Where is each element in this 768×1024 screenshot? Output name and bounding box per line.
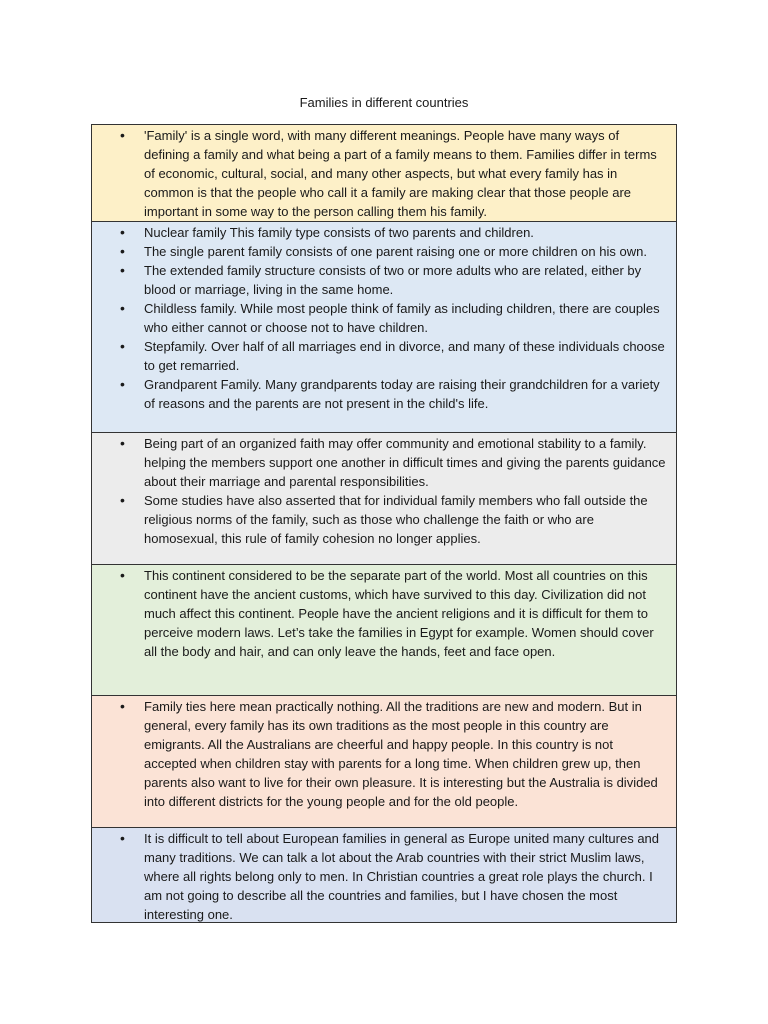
bullet-list bbox=[120, 697, 668, 811]
bullet-list bbox=[120, 126, 668, 221]
table-row-europe bbox=[92, 828, 676, 922]
bullet-list bbox=[120, 566, 668, 661]
list-item: • Family ties here mean practically nothing. All the traditions are new and modern. But in general, every family has its own traditions as the most people in this country are emigrants. All the Australians are cheerful and happy people. In this country is not accepted when children stay with parents for a long time. When children grew up, then parents also want to live for their own pleasure. It is interesting but the Australia is divided into different districts for the young people and for the old people. bbox=[120, 697, 668, 811]
families-table bbox=[91, 124, 677, 923]
document-title: Families in different countries bbox=[299, 95, 469, 110]
list-item: • The extended family structure consists of two or more adults who are related, either by blood or marriage, living in the same home. bbox=[120, 261, 668, 299]
bullet-list bbox=[120, 223, 668, 413]
bullet-list bbox=[120, 829, 668, 922]
list-item: • It is difficult to tell about European families in general as Europe united many cultures and many traditions. We can talk a lot about the Arab countries with their strict Muslim laws, where all rights belong only to men. In Christian countries a great role plays the church. I am not going to describe all the countries and families, but I have chosen the most interesting one. bbox=[120, 829, 668, 922]
list-item: • The single parent family consists of one parent raising one or more children on his own. bbox=[120, 242, 668, 261]
list-item: • Grandparent Family. Many grandparents today are raising their grandchildren for a variety of reasons and the parents are not present in the child's life. bbox=[120, 375, 668, 413]
list-item: • Nuclear family This family type consists of two parents and children. bbox=[120, 223, 668, 242]
table-row-definition bbox=[92, 125, 676, 222]
table-row-africa bbox=[92, 565, 676, 696]
table-row-faith bbox=[92, 433, 676, 565]
list-item: • Some studies have also asserted that for individual family members who fall outside the religious norms of the family, such as those who challenge the faith or who are homosexual, this rule of family cohesion no longer applies. bbox=[120, 491, 668, 548]
list-item: • 'Family' is a single word, with many different meanings. People have many ways of defining a family and what being a part of a family means to them. Families differ in terms of economic, cultural, social, and many other aspects, but what every family has in common is that the people who call it a family are making clear that those people are important in some way to the person calling them his family. bbox=[120, 126, 668, 221]
table-row-family-types bbox=[92, 222, 676, 433]
list-item: • Stepfamily. Over half of all marriages end in divorce, and many of these individuals choose to get remarried. bbox=[120, 337, 668, 375]
list-item: • This continent considered to be the separate part of the world. Most all countries on this continent have the ancient customs, which have survived to this day. Civilization did not much affect this continent. People have the ancient religions and it is difficult for them to perceive modern laws. Let’s take the families in Egypt for example. Women should cover all the body and hair, and can only leave the hands, feet and face open. bbox=[120, 566, 668, 661]
list-item: • Childless family. While most people think of family as including children, there are couples who either cannot or choose not to have children. bbox=[120, 299, 668, 337]
list-item: • Being part of an organized faith may offer community and emotional stability to a family. helping the members support one another in difficult times and giving the parents guidance about their marriage and parental responsibilities. bbox=[120, 434, 668, 491]
bullet-list bbox=[120, 434, 668, 548]
table-row-australia bbox=[92, 696, 676, 828]
